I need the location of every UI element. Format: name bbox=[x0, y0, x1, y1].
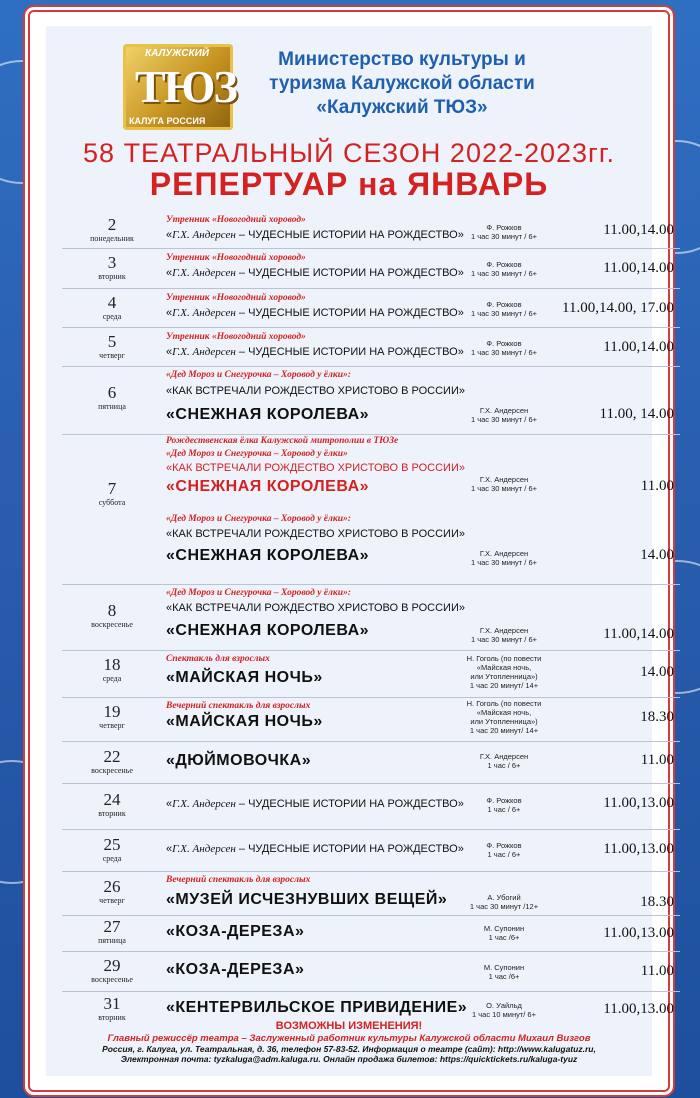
event-name: – ЧУДЕСНЫЕ ИСТОРИИ НА РОЖДЕСТВО» bbox=[235, 229, 464, 241]
date-number: 5 bbox=[107, 332, 117, 351]
show-time: 11.00,14.00 bbox=[603, 339, 674, 355]
event-title: «Г.Х. Андерсен – ЧУДЕСНЫЕ ИСТОРИИ НА РОЖДЕСТВО» bbox=[166, 798, 464, 810]
duration: 1 час 30 минут / 6+ bbox=[470, 415, 538, 424]
event-title: «КАК ВСТРЕЧАЛИ РОЖДЕСТВО ХРИСТОВО В РОССИИ» bbox=[166, 462, 465, 474]
footer bbox=[46, 1020, 652, 1064]
event-title: «КАК ВСТРЕЧАЛИ РОЖДЕСТВО ХРИСТОВО В РОССИИ» bbox=[166, 528, 465, 540]
author-name: Н. Гоголь (по повести bbox=[466, 654, 542, 663]
date-number: 31 bbox=[103, 994, 121, 1013]
author-name: М. Супонин bbox=[483, 963, 525, 972]
event-main-title: «СНЕЖНАЯ КОРОЛЕВА» bbox=[166, 406, 370, 423]
ministry-line-2: туризма Калужской области bbox=[269, 73, 535, 94]
show-time: 11.00,14.00 bbox=[603, 260, 674, 276]
schedule-row bbox=[62, 951, 680, 992]
event-subtitle: «Дед Мороз и Снегурочка – Хоровод у ёлки»: bbox=[166, 514, 351, 524]
schedule-row bbox=[62, 650, 680, 698]
schedule-row bbox=[62, 327, 680, 367]
author-note: или Утопленница») bbox=[470, 717, 538, 726]
date-cell bbox=[62, 957, 162, 984]
duration: 1 час 10 минут/ 6+ bbox=[472, 1010, 536, 1019]
author-name: Ф. Рожков bbox=[486, 260, 522, 269]
event-subtitle: Утренник «Новогодний хоровод» bbox=[166, 332, 306, 342]
date-cell bbox=[62, 791, 162, 818]
header bbox=[46, 26, 652, 204]
event-author: Г.Х. Андерсен bbox=[172, 229, 236, 241]
schedule-row bbox=[62, 915, 680, 952]
duration: 1 час 30 минут / 6+ bbox=[470, 309, 538, 318]
date-number: 7 bbox=[107, 479, 117, 498]
event-author: Г.Х. Андерсен bbox=[172, 843, 236, 855]
date-cell bbox=[62, 602, 162, 629]
weekday: понедельник bbox=[90, 234, 134, 243]
author-name: Ф. Рожков bbox=[486, 223, 522, 232]
author-name: Г.Х. Андерсен bbox=[479, 475, 529, 484]
ministry-line-1: Министерство культуры и bbox=[278, 49, 526, 70]
date-number: 4 bbox=[107, 293, 117, 312]
event-title: «Г.Х. Андерсен – ЧУДЕСНЫЕ ИСТОРИИ НА РОЖДЕСТВО» bbox=[166, 229, 464, 241]
duration: 1 час 30 минут / 6+ bbox=[470, 635, 538, 644]
schedule-row bbox=[62, 584, 680, 651]
date-number: 24 bbox=[103, 790, 121, 809]
event-title: «Г.Х. Андерсен – ЧУДЕСНЫЕ ИСТОРИИ НА РОЖДЕСТВО» bbox=[166, 267, 464, 279]
weekday: среда bbox=[102, 674, 122, 683]
date-number: 25 bbox=[103, 835, 121, 854]
event-title: «КАК ВСТРЕЧАЛИ РОЖДЕСТВО ХРИСТОВО В РОССИИ» bbox=[166, 602, 465, 614]
author-name: Г.Х. Андерсен bbox=[479, 752, 529, 761]
date-cell bbox=[62, 918, 162, 945]
duration: 1 час 30 минут / 6+ bbox=[470, 484, 538, 493]
event-main-title: «МАЙСКАЯ НОЧЬ» bbox=[166, 669, 323, 686]
show-time: 14.00 bbox=[640, 547, 674, 563]
event-main-title: «КОЗА-ДЕРЕЗА» bbox=[166, 923, 305, 940]
show-time: 11.00 bbox=[640, 478, 674, 494]
duration: 1 час 30 минут /12+ bbox=[469, 902, 539, 911]
show-time: 11.00,13.00 bbox=[603, 795, 674, 811]
date-cell bbox=[62, 995, 162, 1022]
logo-top-text: КАЛУЖСКИЙ bbox=[145, 48, 210, 59]
schedule-row bbox=[62, 248, 680, 289]
weekday: вторник bbox=[98, 1013, 126, 1022]
duration: 1 час 30 минут / 6+ bbox=[470, 269, 538, 278]
event-main-title: «МУЗЕЙ ИСЧЕЗНУВШИХ ВЕЩЕЙ» bbox=[166, 891, 448, 908]
show-time: 18.30 bbox=[640, 894, 674, 910]
show-time: 11.00,13.00 bbox=[603, 925, 674, 941]
duration: 1 час 20 минут/ 14+ bbox=[469, 681, 539, 690]
weekday: среда bbox=[102, 854, 122, 863]
event-main-title: «МАЙСКАЯ НОЧЬ» bbox=[166, 713, 323, 730]
event-main-title: «ДЮЙМОВОЧКА» bbox=[166, 752, 312, 769]
show-time: 11.00,14.00, 17.00 bbox=[562, 300, 674, 316]
event-name: – ЧУДЕСНЫЕ ИСТОРИИ НА РОЖДЕСТВО» bbox=[235, 307, 464, 319]
duration: 1 час 30 минут / 6+ bbox=[470, 232, 538, 241]
date-number: 3 bbox=[107, 253, 117, 272]
logo-main-text: ТЮЗ bbox=[135, 61, 236, 112]
event-title: «Г.Х. Андерсен – ЧУДЕСНЫЕ ИСТОРИИ НА РОЖДЕСТВО» bbox=[166, 307, 464, 319]
schedule-row bbox=[62, 783, 680, 830]
event-subtitle: «Дед Мороз и Снегурочка – Хоровод у ёлки» bbox=[166, 449, 348, 459]
schedule-row bbox=[62, 871, 680, 916]
tyuz-logo bbox=[123, 44, 236, 130]
author-name: Ф. Рожков bbox=[486, 796, 522, 805]
schedule-row bbox=[62, 829, 680, 872]
author-name: О. Уайльд bbox=[486, 1001, 522, 1010]
date-cell bbox=[62, 656, 162, 683]
show-time: 11.00 bbox=[640, 752, 674, 768]
weekday: суббота bbox=[98, 498, 126, 507]
event-subtitle: «Дед Мороз и Снегурочка – Хоровод у ёлки»: bbox=[166, 588, 351, 598]
date-number: 29 bbox=[103, 956, 121, 975]
duration: 1 час /6+ bbox=[488, 972, 520, 981]
event-name: – ЧУДЕСНЫЕ ИСТОРИИ НА РОЖДЕСТВО» bbox=[235, 798, 464, 810]
duration: 1 час /6+ bbox=[488, 933, 520, 942]
director-line: Главный режиссёр театра – Заслуженный работник культуры Калужской области Михаил Визгов bbox=[107, 1033, 591, 1044]
event-subtitle: Спектакль для взрослых bbox=[166, 654, 270, 664]
date-cell bbox=[62, 878, 162, 905]
date-cell bbox=[62, 384, 162, 411]
author-note: «Майская ночь, bbox=[476, 708, 532, 717]
event-main-title: «СНЕЖНАЯ КОРОЛЕВА» bbox=[166, 478, 370, 495]
show-time: 11.00,13.00 bbox=[603, 841, 674, 857]
event-main-title: «КОЗА-ДЕРЕЗА» bbox=[166, 961, 305, 978]
event-title: «КАК ВСТРЕЧАЛИ РОЖДЕСТВО ХРИСТОВО В РОССИИ» bbox=[166, 385, 465, 397]
show-time: 11.00, 14.00 bbox=[599, 406, 674, 422]
author-name: Г.Х. Андерсен bbox=[479, 626, 529, 635]
poster-frame bbox=[28, 10, 674, 1092]
show-time: 11.00,14.00 bbox=[603, 626, 674, 642]
show-time: 14.00 bbox=[640, 664, 674, 680]
weekday: пятница bbox=[98, 402, 126, 411]
date-number: 8 bbox=[107, 601, 117, 620]
address-line: Россия, г. Калуга, ул. Театральная, д. 36, телефон 57-83-52. Информация о театре (сайт): http://www.kalugatuz.ru, bbox=[102, 1044, 596, 1054]
weekday: среда bbox=[102, 312, 122, 321]
event-main-title: «СНЕЖНАЯ КОРОЛЕВА» bbox=[166, 622, 370, 639]
event-name: – ЧУДЕСНЫЕ ИСТОРИИ НА РОЖДЕСТВО» bbox=[235, 346, 464, 358]
date-cell bbox=[62, 703, 162, 730]
duration: 1 час 30 минут / 6+ bbox=[470, 558, 538, 567]
poster-body bbox=[46, 26, 674, 1076]
date-number: 19 bbox=[103, 702, 121, 721]
duration: 1 час / 6+ bbox=[487, 805, 521, 814]
schedule-row bbox=[62, 210, 680, 249]
author-name: Ф. Рожков bbox=[486, 339, 522, 348]
duration: 1 час / 6+ bbox=[487, 761, 521, 770]
date-cell bbox=[62, 748, 162, 775]
event-name: – ЧУДЕСНЫЕ ИСТОРИИ НА РОЖДЕСТВО» bbox=[235, 267, 464, 279]
duration: 1 час / 6+ bbox=[487, 850, 521, 859]
weekday: вторник bbox=[98, 809, 126, 818]
event-main-title: «СНЕЖНАЯ КОРОЛЕВА» bbox=[166, 547, 370, 564]
date-number: 18 bbox=[103, 655, 121, 674]
author-note: или Утопленница») bbox=[470, 672, 538, 681]
date-cell bbox=[62, 333, 162, 360]
event-title: «Г.Х. Андерсен – ЧУДЕСНЫЕ ИСТОРИИ НА РОЖДЕСТВО» bbox=[166, 843, 464, 855]
event-subtitle: Утренник «Новогодний хоровод» bbox=[166, 215, 306, 225]
date-cell bbox=[62, 294, 162, 321]
author-name: Ф. Рожков bbox=[486, 300, 522, 309]
logo-bottom-text: КАЛУГА РОССИЯ bbox=[129, 116, 206, 126]
event-main-title: «КЕНТЕРВИЛЬСКОЕ ПРИВИДЕНИЕ» bbox=[166, 999, 468, 1016]
duration: 1 час 20 минут/ 14+ bbox=[469, 726, 539, 735]
contacts-line: Электронная почта: tyzkaluga@adm.kaluga.ru. Онлайн продажа билетов: https://quicktickets.ru/kaluga-tyuz bbox=[120, 1054, 578, 1064]
duration: 1 час 30 минут / 6+ bbox=[470, 348, 538, 357]
show-time: 18.30 bbox=[640, 709, 674, 725]
schedule-row bbox=[62, 434, 680, 585]
weekday: воскресенье bbox=[91, 975, 133, 984]
repertoire-title: РЕПЕРТУАР на ЯНВАРЬ bbox=[149, 166, 549, 202]
weekday: четверг bbox=[99, 721, 125, 730]
season-title: 58 ТЕАТРАЛЬНЫЙ СЕЗОН 2022-2023гг. bbox=[83, 138, 615, 168]
event-subtitle: Рождественская ёлка Калужской митрополии в ТЮЗе bbox=[166, 436, 399, 446]
schedule-row bbox=[62, 741, 680, 784]
date-number: 26 bbox=[103, 877, 121, 896]
changes-notice: ВОЗМОЖНЫ ИЗМЕНЕНИЯ! bbox=[275, 1020, 423, 1032]
author-name: Ф. Рожков bbox=[486, 841, 522, 850]
event-subtitle: «Дед Мороз и Снегурочка – Хоровод у ёлки»: bbox=[166, 370, 351, 380]
author-name: М. Супонин bbox=[483, 924, 525, 933]
weekday: воскресенье bbox=[91, 620, 133, 629]
event-author: Г.Х. Андерсен bbox=[172, 346, 236, 358]
ministry-line-3: «Калужский ТЮЗ» bbox=[316, 97, 488, 118]
event-title: «Г.Х. Андерсен – ЧУДЕСНЫЕ ИСТОРИИ НА РОЖДЕСТВО» bbox=[166, 346, 464, 358]
date-cell bbox=[62, 480, 162, 507]
weekday: четверг bbox=[99, 896, 125, 905]
event-subtitle: Вечерний спектакль для взрослых bbox=[166, 875, 311, 885]
show-time: 11.00,14.00 bbox=[603, 222, 674, 238]
event-author: Г.Х. Андерсен bbox=[172, 307, 236, 319]
date-cell bbox=[62, 216, 162, 243]
author-name: Г.Х. Андерсен bbox=[479, 549, 529, 558]
author-name: А. Убогий bbox=[487, 893, 521, 902]
date-number: 6 bbox=[107, 383, 117, 402]
event-author: Г.Х. Андерсен bbox=[172, 267, 236, 279]
weekday: четверг bbox=[99, 351, 125, 360]
date-cell bbox=[62, 836, 162, 863]
author-name: Н. Гоголь (по повести bbox=[466, 699, 542, 708]
weekday: воскресенье bbox=[91, 766, 133, 775]
weekday: вторник bbox=[98, 272, 126, 281]
date-number: 2 bbox=[107, 215, 117, 234]
schedule-row bbox=[62, 366, 680, 435]
weekday: пятница bbox=[98, 936, 126, 945]
show-time: 11.00 bbox=[640, 963, 674, 979]
event-author: Г.Х. Андерсен bbox=[172, 798, 236, 810]
date-number: 22 bbox=[103, 747, 121, 766]
show-time: 11.00,13.00 bbox=[603, 1001, 674, 1017]
date-number: 27 bbox=[103, 917, 121, 936]
schedule-row bbox=[62, 288, 680, 328]
ministry-title bbox=[242, 48, 562, 120]
event-name: – ЧУДЕСНЫЕ ИСТОРИИ НА РОЖДЕСТВО» bbox=[235, 843, 464, 855]
event-subtitle: Вечерний спектакль для взрослых bbox=[166, 701, 311, 711]
schedule-row bbox=[62, 697, 680, 742]
date-cell bbox=[62, 254, 162, 281]
author-note: «Майская ночь, bbox=[476, 663, 532, 672]
event-subtitle: Утренник «Новогодний хоровод» bbox=[166, 253, 306, 263]
event-subtitle: Утренник «Новогодний хоровод» bbox=[166, 293, 306, 303]
author-name: Г.Х. Андерсен bbox=[479, 406, 529, 415]
